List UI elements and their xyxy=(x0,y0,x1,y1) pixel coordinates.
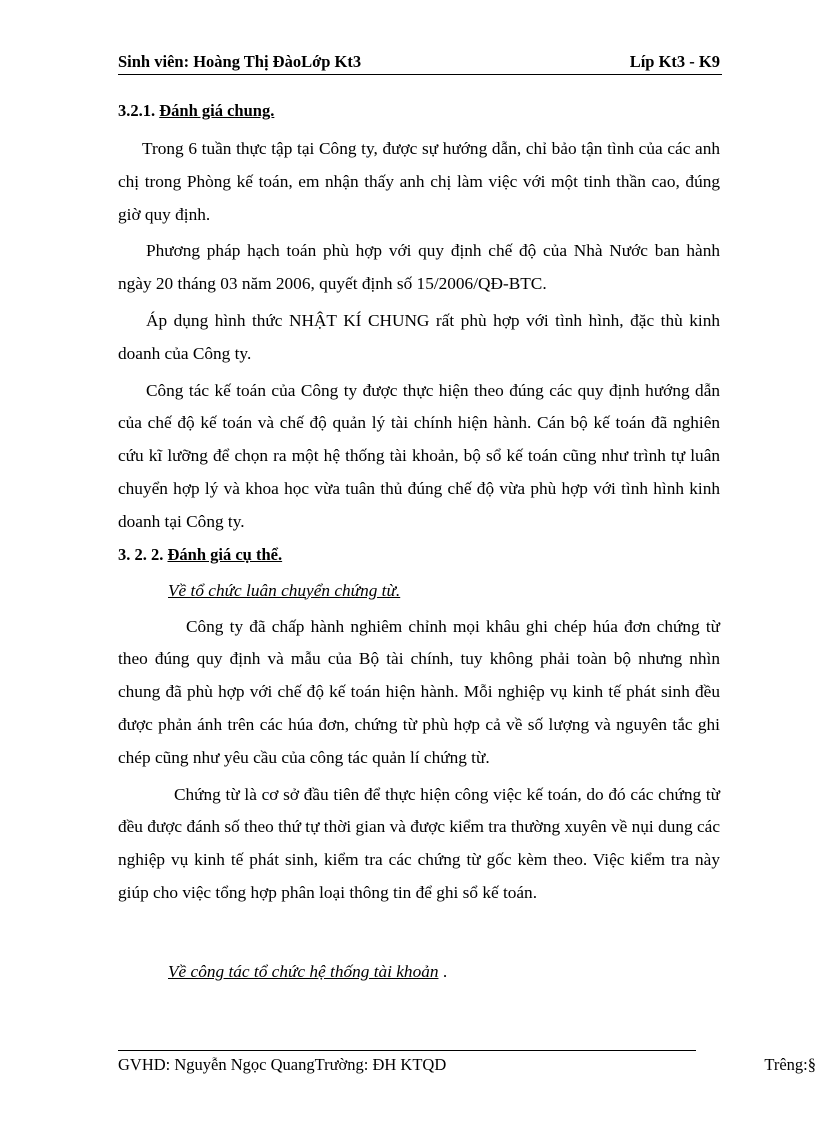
subheading-suffix: . xyxy=(438,961,448,981)
header-class-code: Líp Kt3 - K9 xyxy=(629,52,720,71)
paragraph: Áp dụng hình thức NHẬT KÍ CHUNG rất phù hợp với tình hình, đặc thù kinh doanh của Công ty. xyxy=(118,310,720,363)
page-header xyxy=(118,50,722,75)
subheading-account-system-line xyxy=(168,956,720,988)
spacer xyxy=(118,914,720,956)
section-title-specific xyxy=(118,543,720,567)
section-number: 3. 2. 2. xyxy=(118,544,168,564)
paragraph: Chứng từ là cơ sở đầu tiên để thực hiện công việc kế toán, do đó các chứng từ đều được đánh số theo thứ tự thời gian và được kiểm tra thường xuyên về nụi dung các nghiệp vụ kinh tế phát sinh, kiểm tra các chứng từ gốc kèm theo. Việc kiểm tra này giúp cho việc tổng hợp phân loại thông tin để ghi sổ kế toán. xyxy=(118,784,720,902)
subheading-account-system: Về công tác tổ chức hệ thống tài khoản xyxy=(168,961,439,981)
header-student-class: Sinh viên: Hoàng Thị ĐàoLớp Kt3 xyxy=(118,52,362,71)
section-number: 3.2.1. xyxy=(118,101,160,120)
footer-supervisor: GVHD: Nguyễn Ngọc QuangTrường: ĐH KTQD xyxy=(118,1055,447,1074)
paragraph: Công ty đã chấp hành nghiêm chỉnh mọi khâu ghi chép húa đơn chứng từ theo đúng quy định và mẫu của Bộ tài chính, tuy không phải toàn bộ nhưng nhìn chung đã phù hợp với chế độ kế toán hiện hành. Mỗi nghiệp vụ kinh tế phát sinh đều được phản ánh trên các húa đơn, chứng từ phù hợp cả về số lượng và nguyên tắc ghi chép cũng như yêu cầu của công tác quản lí chứng từ. xyxy=(118,616,720,767)
footer-page: Trêng:§ xyxy=(764,1055,816,1074)
document-body xyxy=(118,99,720,988)
section-title-general xyxy=(118,99,720,123)
paragraph: Phương pháp hạch toán phù hợp với quy định chế độ của Nhà Nước ban hành ngày 20 tháng 03 năm 2006, quyết định số 15/2006/QĐ-BTC. xyxy=(118,241,720,294)
paragraph: Trong 6 tuần thực tập tại Công ty, được sự hướng dẫn, chỉ bảo tận tình của các anh chị trong Phòng kế toán, em nhận thấy anh chị làm việc với một tinh thần cao, đúng giờ quy định. xyxy=(118,139,720,224)
footer-divider xyxy=(118,1050,696,1051)
section-heading: Đánh giá cụ thể. xyxy=(167,544,283,564)
subheading-document-flow: Về tổ chức luân chuyển chứng từ. xyxy=(168,580,401,600)
section-heading: Đánh giá chung. xyxy=(159,101,275,120)
paragraph: Công tác kế toán của Công ty được thực hiện theo đúng các quy định hướng dẫn của chế độ kế toán và chế độ quản lý tài chính hiện hành. Cán bộ kế toán đã nghiên cứu kĩ lưỡng để chọn ra một hệ thống tài khoản, bộ sổ kế toán cũng như trình tự luân chuyển hợp lý và khoa học vừa tuân thủ đúng chế độ vừa phù hợp với tình hình kinh doanh tại Công ty. xyxy=(118,380,720,531)
